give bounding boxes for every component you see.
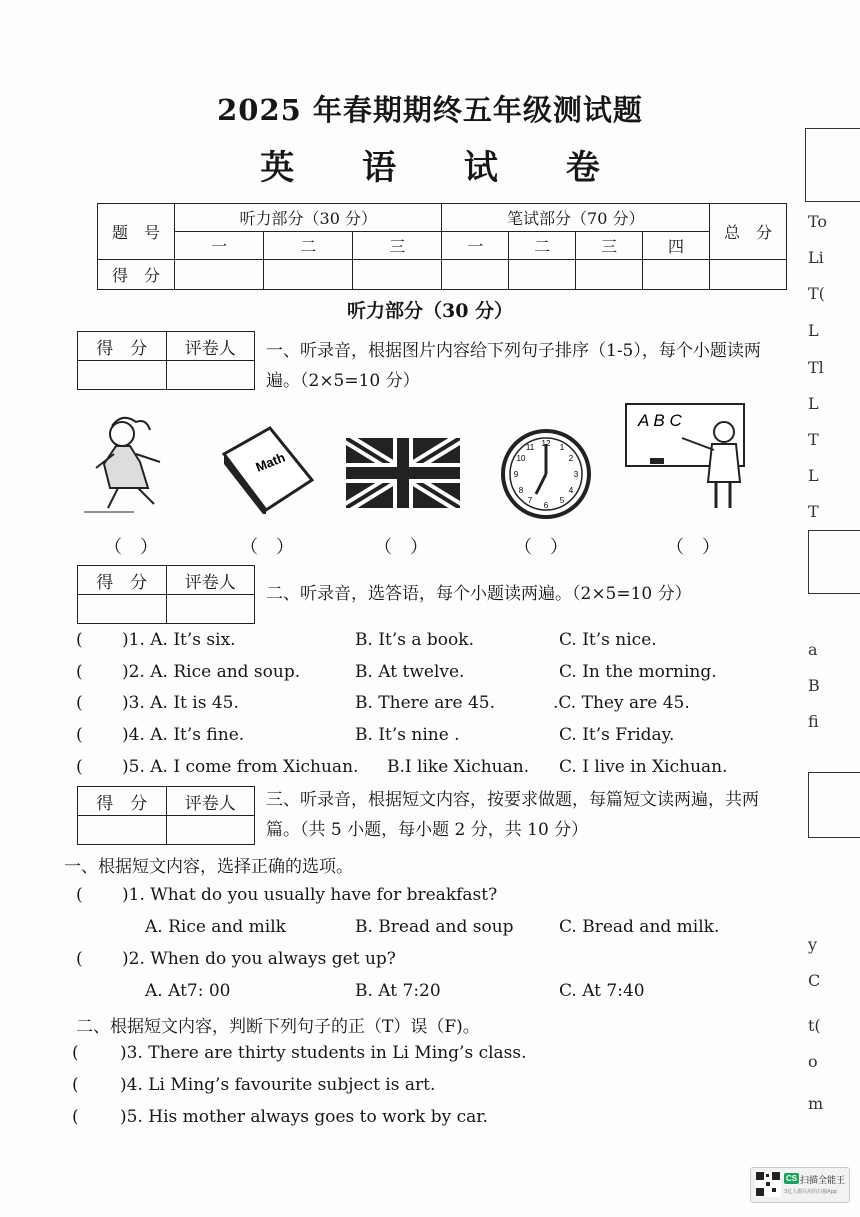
p2-q2-c: C. In the morning. <box>559 662 717 682</box>
margin-letter: fi <box>808 712 819 731</box>
p2-q3-bracket[interactable]: ( <box>76 693 83 713</box>
score-cell[interactable] <box>264 260 353 290</box>
margin-letter: T <box>808 502 819 521</box>
score-cell[interactable] <box>643 260 710 290</box>
part2-instruction: 二、听录音，选答语，每个小题读两遍。（2×5=10 分） <box>266 584 692 604</box>
grade-box-score-label: 得 分 <box>78 332 167 361</box>
p3-q4-bracket[interactable]: ( <box>72 1075 79 1095</box>
score-cell[interactable] <box>509 260 576 290</box>
svg-text:11: 11 <box>525 443 535 452</box>
part3-sub1: 一、根据短文内容，选择正确的选项。 <box>64 857 353 877</box>
margin-letter: B <box>808 676 820 695</box>
p3-q1-a: A. Rice and milk <box>145 917 286 937</box>
answer-bracket[interactable]: （ ） <box>104 537 158 558</box>
score-cell[interactable] <box>442 260 509 290</box>
col-3: 三 <box>353 232 442 260</box>
margin-letter: L <box>808 466 819 485</box>
p2-q1-a: )1. A. It’s six. <box>122 630 236 650</box>
p3-q5-bracket[interactable]: ( <box>72 1107 79 1127</box>
next-page-box <box>808 772 860 838</box>
svg-text:10: 10 <box>516 454 526 463</box>
col-1: 一 <box>175 232 264 260</box>
p2-q5-a: )5. A. I come from Xichuan. <box>122 757 359 777</box>
scanner-name: 扫描全能王 <box>800 1176 846 1186</box>
p3-q3-bracket[interactable]: ( <box>72 1043 79 1063</box>
answer-bracket[interactable]: （ ） <box>374 537 428 558</box>
scanner-tagline: 3亿人都在用的扫描App <box>784 1189 837 1195</box>
next-page-box <box>808 530 860 594</box>
math-book-picture <box>218 424 318 514</box>
grade-box-3 <box>77 786 255 845</box>
p2-q1-c: C. It’s nice. <box>559 630 657 650</box>
col-7: 四 <box>643 232 710 260</box>
scanner-badge: CS <box>786 1174 798 1183</box>
svg-text:3: 3 <box>573 470 579 479</box>
margin-letter: T( <box>808 284 825 303</box>
grade-box-score-label: 得 分 <box>78 566 167 595</box>
p2-q4-b: B. It’s nine . <box>355 725 460 745</box>
p2-q2-bracket[interactable]: ( <box>76 662 83 682</box>
svg-text:4: 4 <box>568 486 574 495</box>
svg-text:8: 8 <box>518 486 524 495</box>
p3-q2-a: A. At7: 00 <box>145 981 231 1001</box>
p2-q2-a: )2. A. Rice and soup. <box>122 662 301 682</box>
p3-q2-bracket[interactable]: ( <box>76 949 83 969</box>
p2-q2-b: B. At twelve. <box>355 662 465 682</box>
p2-q4-a: )4. A. It’s fine. <box>122 725 245 745</box>
score-cell[interactable] <box>353 260 442 290</box>
score-cell[interactable] <box>576 260 643 290</box>
written-header: 笔试部分（70 分） <box>442 204 710 232</box>
grade-box-grader-cell[interactable] <box>166 361 255 390</box>
p3-q1-b: B. Bread and soup <box>355 917 514 937</box>
answer-bracket[interactable]: （ ） <box>666 537 720 558</box>
col-4: 一 <box>442 232 509 260</box>
part1-instruction: 一、听录音，根据图片内容给下列句子排序（1-5），每个小题读两遍。（2×5=10 分） <box>266 341 761 391</box>
p2-q1-bracket[interactable]: ( <box>76 630 83 650</box>
answer-bracket[interactable]: （ ） <box>514 537 568 558</box>
p2-q3-c: .C. They are 45. <box>553 693 690 713</box>
p3-q3: )3. There are thirty students in Li Ming’s class. <box>120 1043 527 1063</box>
answer-bracket[interactable]: （ ） <box>240 537 294 558</box>
p2-q5-bracket[interactable]: ( <box>76 757 83 777</box>
svg-text:6: 6 <box>543 501 549 510</box>
grade-box-grader-cell[interactable] <box>166 595 255 624</box>
svg-text:9: 9 <box>513 470 519 479</box>
math-label: Math <box>253 449 288 475</box>
p2-q3-b: B. There are 45. <box>355 693 496 713</box>
p3-q5: )5. His mother always goes to work by car. <box>120 1107 488 1127</box>
grade-box-2 <box>77 565 255 624</box>
qr-code-icon <box>755 1171 781 1197</box>
grade-box-1 <box>77 331 255 390</box>
svg-text:7: 7 <box>527 496 533 505</box>
col-2: 二 <box>264 232 353 260</box>
next-page-box <box>805 128 860 202</box>
grade-box-grader-cell[interactable] <box>166 816 255 845</box>
p2-q4-c: C. It’s Friday. <box>559 725 675 745</box>
margin-letter: m <box>808 1094 824 1113</box>
part3-instruction: 三、听录音，根据短文内容，按要求做题，每篇短文读两遍，共两篇。（共 5 小题，每小题 2 分，共 10 分） <box>266 790 759 840</box>
listening-header: 听力部分（30 分） <box>175 204 442 232</box>
margin-letter: a <box>808 640 818 659</box>
exam-subtitle: 英 语 试 卷 <box>260 148 628 188</box>
svg-text:1: 1 <box>559 443 565 452</box>
margin-letter: o <box>808 1052 818 1071</box>
margin-letter: T <box>808 430 819 449</box>
scanner-watermark <box>750 1167 850 1203</box>
p3-q2: )2. When do you always get up? <box>122 949 396 969</box>
p3-q1-c: C. Bread and milk. <box>559 917 720 937</box>
p3-q2-c: C. At 7:40 <box>559 981 645 1001</box>
union-jack-flag-picture <box>346 438 460 508</box>
margin-letter: C <box>808 971 821 990</box>
label-score: 得 分 <box>98 260 175 290</box>
col-5: 二 <box>509 232 576 260</box>
margin-letter: L <box>808 321 819 340</box>
score-cell[interactable] <box>710 260 787 290</box>
margin-letter: Tl <box>808 358 824 377</box>
grade-box-grader-label: 评卷人 <box>166 787 255 816</box>
margin-letter: To <box>808 212 828 231</box>
svg-text:12: 12 <box>541 439 551 448</box>
score-table <box>97 203 787 290</box>
grade-box-score-label: 得 分 <box>78 787 167 816</box>
part3-sub2: 二、根据短文内容，判断下列句子的正（T）误（F)。 <box>76 1017 480 1037</box>
exam-title: 2025 年春期期终五年级测试题 <box>217 93 643 127</box>
p3-q1: )1. What do you usually have for breakfast? <box>122 885 498 905</box>
grade-box-score-cell[interactable] <box>78 595 167 624</box>
margin-letter: y <box>808 935 818 954</box>
score-cell[interactable] <box>175 260 264 290</box>
clock-picture <box>500 428 592 520</box>
label-question-number: 题 号 <box>98 204 175 260</box>
svg-text:2: 2 <box>568 454 574 463</box>
svg-text:5: 5 <box>559 496 565 505</box>
grade-box-grader-label: 评卷人 <box>166 566 255 595</box>
margin-letter: t( <box>808 1016 821 1035</box>
p2-q4-bracket[interactable]: ( <box>76 725 83 745</box>
margin-letter: Li <box>808 248 824 267</box>
p2-q5-c: C. I live in Xichuan. <box>559 757 728 777</box>
p3-q4: )4. Li Ming’s favourite subject is art. <box>120 1075 436 1095</box>
board-text: A B C <box>638 411 682 430</box>
p2-q1-b: B. It’s a book. <box>355 630 474 650</box>
listening-section-heading: 听力部分（30 分） <box>346 300 514 322</box>
grade-box-score-cell[interactable] <box>78 816 167 845</box>
grade-box-grader-label: 评卷人 <box>166 332 255 361</box>
p3-q2-b: B. At 7:20 <box>355 981 441 1001</box>
total-header: 总 分 <box>710 204 787 260</box>
teacher-at-board-picture <box>624 402 748 514</box>
p2-q5-b: B.I like Xichuan. <box>387 757 530 777</box>
grade-box-score-cell[interactable] <box>78 361 167 390</box>
col-6: 三 <box>576 232 643 260</box>
margin-letter: L <box>808 394 819 413</box>
p2-q3-a: )3. A. It is 45. <box>122 693 239 713</box>
p3-q1-bracket[interactable]: ( <box>76 885 83 905</box>
girl-walking-picture <box>74 404 186 516</box>
